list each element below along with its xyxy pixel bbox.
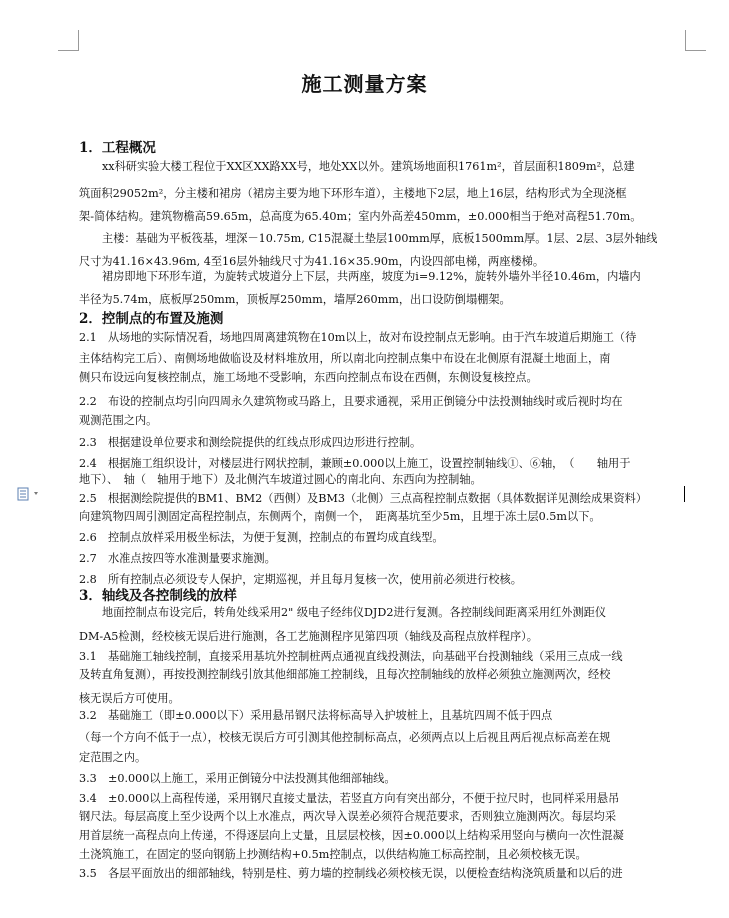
paragraph-line: 用首层统一高程点向上传递，不得逐层向上丈量，且层层校核，因±0.000以上结构采用竖向与横向一次性混凝 (79, 829, 624, 842)
paragraph-line: 侧只布设远向复核控制点，施工场地不受影响，东西向控制点布设在西侧，东侧设复核控点。 (79, 371, 538, 384)
paragraph-line: 钢尺法。每层高度上至少设两个以上水准点，两次导入误差必须符合规范要求，否则独立施测两次。每层均采 (79, 810, 617, 823)
paragraph-line: 3.5 各层平面放出的细部轴线，特别是柱、剪力墙的控制线必须校核无误，以便检查结构浇筑质量和以后的进 (79, 867, 623, 880)
paragraph-line: 架-简体结构。建筑物檐高59.65m，总高度为65.40m；室内外高差450mm，±0.000相当于绝对高程51.70m。 (79, 210, 642, 223)
paragraph-line: 3.2 基础施工（即±0.000以下）采用悬吊钢尺法将标高导入护坡桩上，且基坑四周不低于四点 (79, 709, 553, 722)
paragraph-line: 3.4 ±0.000以上高程传递，采用钢尺直接丈量法，若竖直方向有突出部分，不便于拉尺时，也同样采用悬吊 (79, 792, 620, 805)
paragraph-line: 3.1 基础施工轴线控制，直接采用基坑外控制桩两点通视直线投测法，向基础平台投测轴线（采用三点成一线 (79, 650, 623, 663)
section-heading: 3．轴线及各控制线的放样 (79, 588, 237, 604)
paragraph-line: （每一个方向不低于一点），校核无误后方可引测其他控制标高点，必须两点以上后视且两后视点标高差在规 (79, 731, 611, 744)
paragraph-line: 主体结构完工后）、南侧场地做临设及材料堆放用，所以南北向控制点集中布设在北侧原有混凝土地面上，南 (79, 352, 611, 365)
paragraph-line: 2.7 水准点按四等水准测量要求施测。 (79, 552, 276, 565)
paragraph-line: 2.6 控制点放样采用极坐标法，为便于复测，控制点的布置均成直线型。 (79, 531, 444, 544)
page-corner-mark-top-left (58, 30, 79, 51)
paragraph-line: 地面控制点布设完后，转角处线采用2" 级电子经纬仪DJD2进行复测。各控制线间距离采用红外测距仪 (102, 606, 607, 619)
paragraph-line: 2.3 根据建设单位要求和测绘院提供的红线点形成四边形进行控制。 (79, 436, 422, 449)
paragraph-line: 向建筑物四周引测固定高程控制点，东侧两个，南侧一个， 距离基坑至少5m，且埋于冻土层0.5m以下。 (79, 510, 601, 523)
paragraph-line: 裙房即地下环形车道，为旋转式坡道分上下层，共两座，坡度为i=9.12%，旋转外墙外半径10.46m，内墙内 (102, 270, 641, 283)
paragraph-line: 地下）、 轴（ 轴用于地下）及北侧汽车坡道过圆心的南北向、东西向为控制轴。 (79, 473, 482, 486)
paragraph-line: 尺寸为41.16×43.96m, 4至16层外轴线尺寸为41.16×35.90m，内设四部电梯，两座楼梯。 (79, 255, 545, 268)
page-corner-mark-top-right (685, 30, 706, 51)
paragraph-line: 2.4 根据施工组织设计，对楼层进行网状控制，兼顾±0.000以上施工，设置控制轴线①、⑥轴， （ 轴用于 (79, 457, 631, 470)
paragraph-line: 土浇筑施工，在固定的竖向钢筋上抄测结构+0.5m控制点，以供结构施工标高控制，且必须校核无误。 (79, 848, 587, 861)
document-title: 施工测量方案 (301, 72, 428, 96)
paragraph-line: 半径为5.74m，底板厚250mm，顶板厚250mm，墙厚260mm，出口设防倒塌棚架。 (79, 293, 511, 306)
section-heading: 1．工程概况 (79, 140, 156, 156)
text-cursor (684, 486, 685, 502)
document-map-icon[interactable] (17, 487, 43, 501)
paragraph-line: 主楼：基础为平板筏基，埋深－10.75m, C15混凝土垫层100mm厚，底板1500mm厚。1层、2层、3层外轴线 (102, 232, 658, 245)
paragraph-line: 观测范围之内。 (79, 414, 158, 427)
paragraph-line: 2.5 根据测绘院提供的BM1、BM2（西侧）及BM3（北侧）三点高程控制点数据（具体数据详见测绘成果资料） (79, 492, 648, 505)
paragraph-line: 2.8 所有控制点必须设专人保护，定期巡视，并且每月复核一次，使用前必须进行校核。 (79, 573, 522, 586)
paragraph-line: 2.1 从场地的实际情况看，场地四周离建筑物在10m以上，故对布设控制点无影响。由于汽车坡道后期施工（待 (79, 331, 637, 344)
paragraph-line: DM-A5检测，经校核无误后进行施测，各工艺施测程序见第四项（轴线及高程点放样程序）。 (79, 630, 538, 643)
paragraph-line: 3.3 ±0.000以上施工，采用正倒镜分中法投测其他细部轴线。 (79, 772, 396, 785)
paragraph-line: 及转直角复测），再按投测控制线引放其他细部施工控制线，且每次控制轴线的放样必须独立施测两次，经校 (79, 668, 611, 681)
paragraph-line: 核无误后方可使用。 (79, 692, 180, 705)
paragraph-line: xx科研实验大楼工程位于XX区XX路XX号，地处XX以外。建筑场地面积1761m²，首层面积1809m²，总建 (102, 160, 635, 173)
paragraph-line: 筑面积29052m²，分主楼和裙房（裙房主要为地下环形车道），主楼地下2层，地上16层，结构形式为全现浇框 (79, 187, 627, 200)
paragraph-line: 2.2 布设的控制点均引向四周永久建筑物或马路上，且要求通视，采用正倒镜分中法投测轴线时或后视时均在 (79, 395, 623, 408)
section-heading: 2．控制点的布置及施测 (79, 311, 224, 327)
paragraph-line: 定范围之内。 (79, 751, 147, 764)
